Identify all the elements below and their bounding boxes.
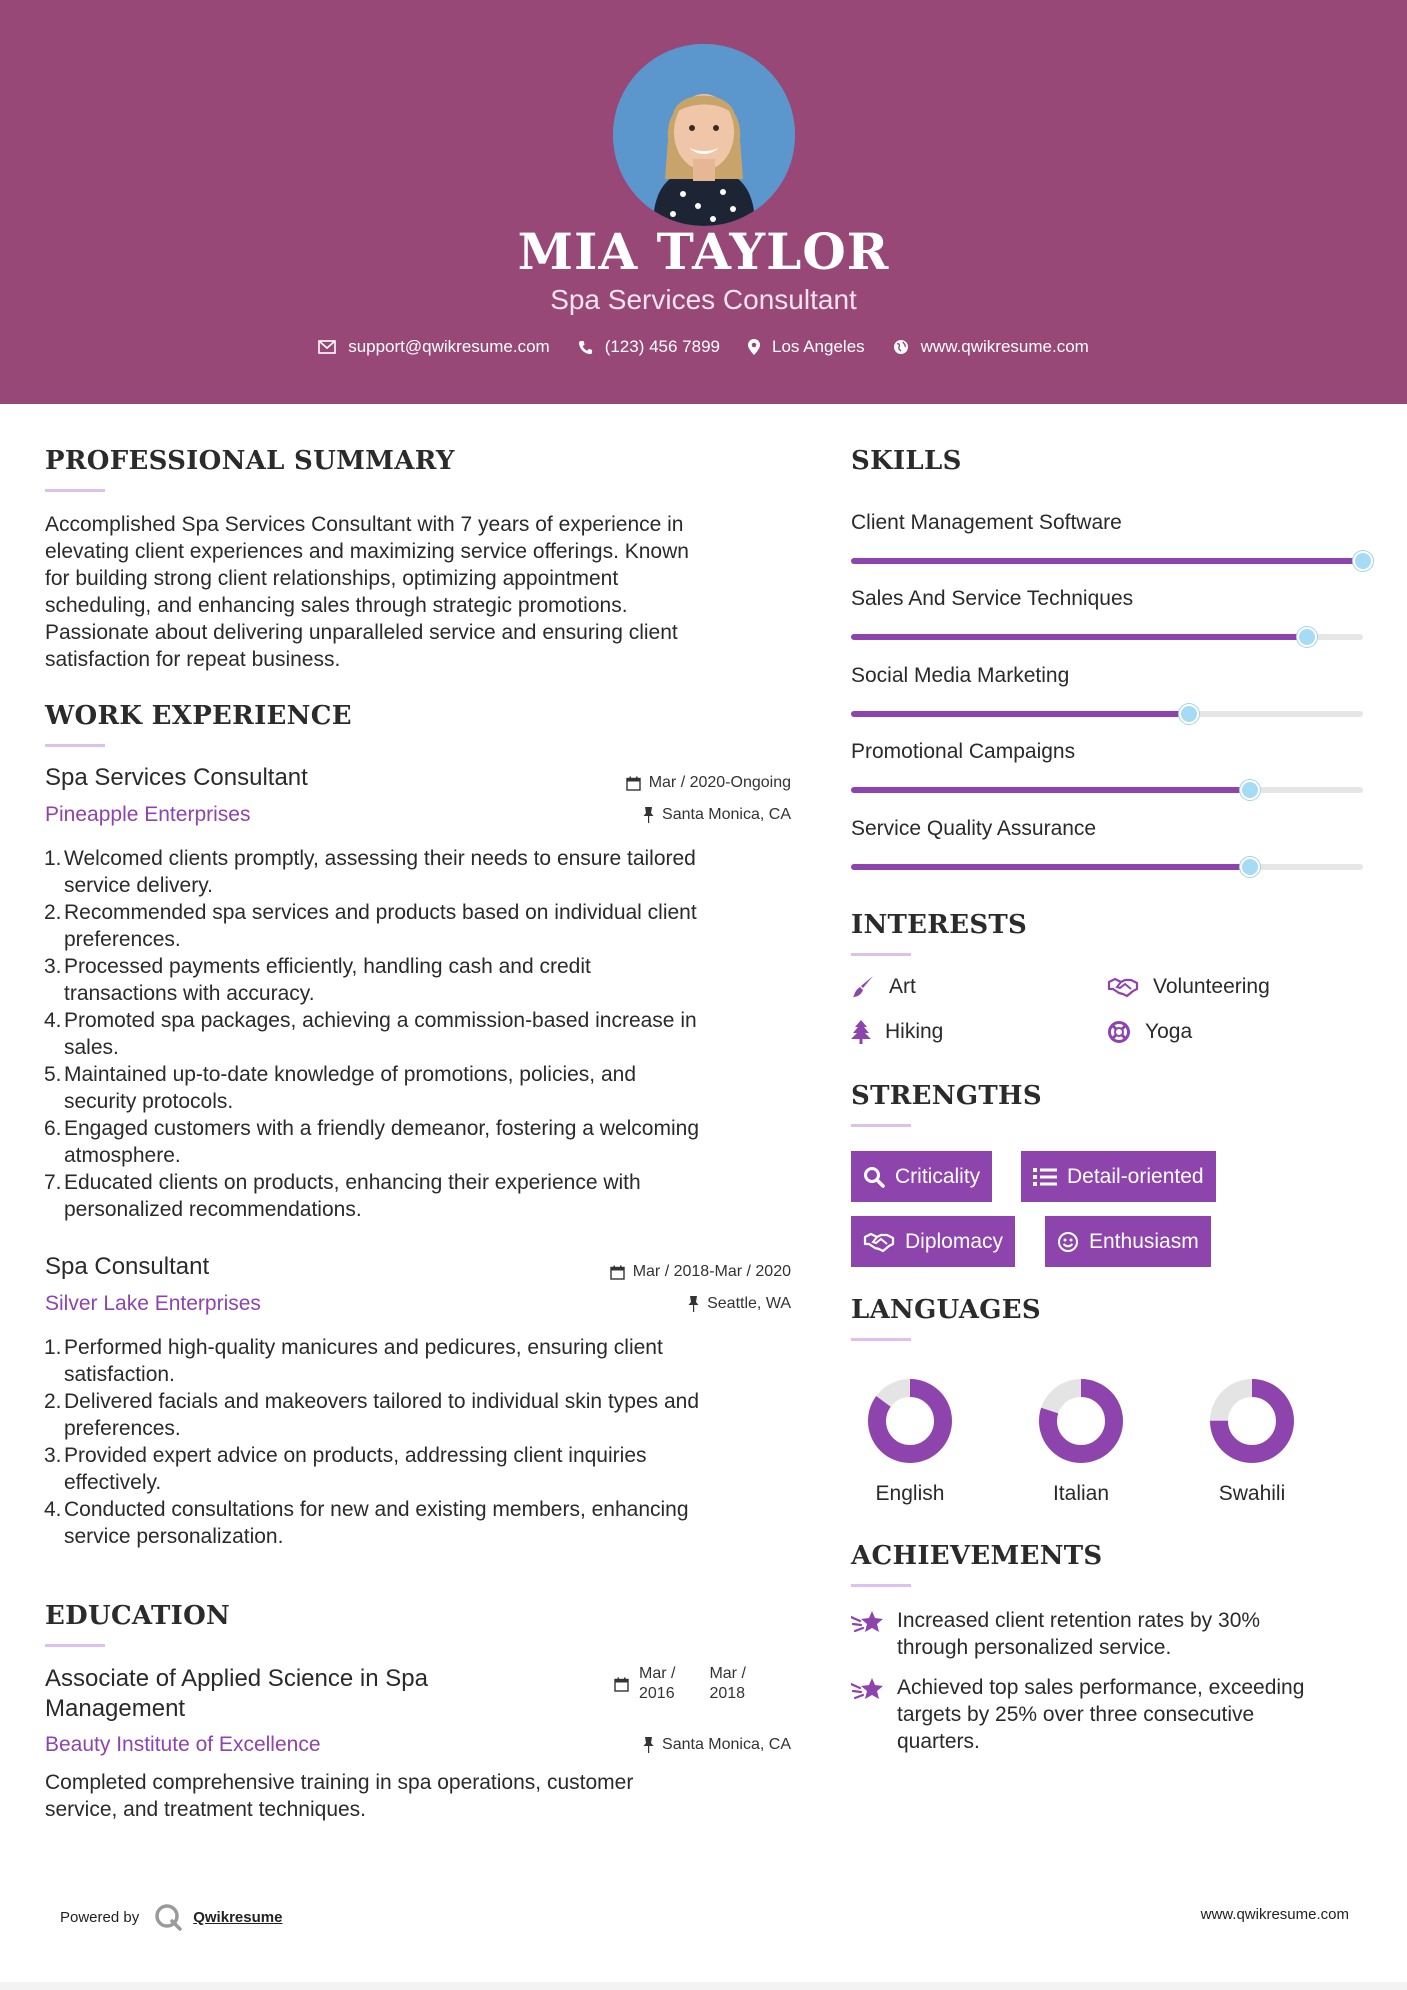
duty-line: service delivery. xyxy=(64,874,213,897)
start-year: 2016 xyxy=(639,1685,675,1702)
skill-bar-fill xyxy=(851,787,1250,793)
location-text: Los Angeles xyxy=(772,337,865,356)
skill-bar-track xyxy=(851,787,1363,793)
strength-label: Diplomacy xyxy=(905,1229,1004,1253)
school-name: Beauty Institute of Excellence xyxy=(45,1733,321,1756)
duty-item xyxy=(44,1496,794,1550)
job-location-text: Santa Monica, CA xyxy=(662,806,791,823)
summary-line: scheduling, and enhancing sales through strategic promotions. xyxy=(45,594,628,617)
skill-bar-knob xyxy=(1297,627,1317,647)
job-company: Pineapple Enterprises xyxy=(45,803,251,826)
candidate-name: MIA TAYLOR xyxy=(517,222,890,281)
candidate-title: Spa Services Consultant xyxy=(550,284,857,315)
language-ring xyxy=(1036,1376,1126,1466)
duty-line: atmosphere. xyxy=(64,1144,181,1167)
skill-name: Service Quality Assurance xyxy=(851,817,1097,840)
strengths-heading: STRENGTHS xyxy=(851,1081,1042,1111)
strength-tag-detail-oriented xyxy=(1021,1151,1216,1202)
job-dates-text: Mar / 2020-Ongoing xyxy=(648,774,791,791)
duty-number: 2. xyxy=(44,1390,62,1413)
achievements-underline xyxy=(851,1584,911,1587)
achievements-heading: ACHIEVEMENTS xyxy=(851,1541,1103,1571)
degree-line: Associate of Applied Science in Spa xyxy=(45,1665,428,1692)
pushpin-icon xyxy=(643,1737,654,1753)
shooting-star-icon xyxy=(851,1609,885,1635)
map-marker-icon xyxy=(748,339,760,355)
duty-number: 1. xyxy=(44,1336,62,1359)
contact-website[interactable] xyxy=(893,337,1089,357)
education-description xyxy=(45,1769,805,1823)
skill-bar-track xyxy=(851,634,1363,640)
handshake-icon xyxy=(1107,976,1139,998)
duty-line: Processed payments efficiently, handling cash and credit xyxy=(64,955,591,978)
end-month: Mar / xyxy=(709,1665,746,1682)
interest-art xyxy=(851,975,916,999)
duty-line: service personalization. xyxy=(64,1525,284,1548)
experience-heading: WORK EXPERIENCE xyxy=(45,701,352,731)
skill-name: Promotional Campaigns xyxy=(851,740,1076,763)
strength-tag-enthusiasm xyxy=(1045,1216,1211,1267)
duty-number: 4. xyxy=(44,1498,62,1521)
skill-item xyxy=(851,511,1361,539)
interest-label: Art xyxy=(889,975,916,998)
pushpin-icon xyxy=(643,807,654,823)
interest-yoga xyxy=(1107,1020,1192,1044)
achievement-line: through personalized service. xyxy=(897,1636,1172,1659)
duty-item xyxy=(44,1442,794,1496)
skill-name: Social Media Marketing xyxy=(851,664,1070,687)
job-company: Silver Lake Enterprises xyxy=(45,1292,261,1315)
job-title: Spa Consultant xyxy=(45,1253,210,1280)
language-ring xyxy=(865,1376,955,1466)
job-location xyxy=(688,1295,791,1313)
education-heading: EDUCATION xyxy=(45,1601,231,1631)
education-underline xyxy=(45,1644,105,1647)
skill-bar-fill xyxy=(851,864,1250,870)
duty-line: Welcomed clients promptly, assessing their needs to ensure tailored xyxy=(64,847,696,870)
contact-bar xyxy=(0,337,1407,357)
language-name: English xyxy=(875,1482,945,1505)
tree-icon xyxy=(851,1020,871,1044)
phone-icon xyxy=(578,340,593,355)
language-item xyxy=(835,1376,985,1506)
skill-item xyxy=(851,587,1361,615)
duty-item xyxy=(44,1169,794,1223)
interest-label: Yoga xyxy=(1145,1020,1193,1043)
strengths-underline xyxy=(851,1124,911,1127)
duty-line: Maintained up-to-date knowledge of promotions, policies, and xyxy=(64,1063,637,1086)
interest-volunteering xyxy=(1107,975,1270,999)
duty-line: satisfaction. xyxy=(64,1363,175,1386)
job-dates xyxy=(610,1263,791,1281)
job-location-text: Seattle, WA xyxy=(707,1295,791,1312)
skill-bar-knob xyxy=(1240,780,1260,800)
education-desc-line: Completed comprehensive training in spa operations, customer xyxy=(45,1771,634,1794)
contact-email[interactable] xyxy=(318,337,550,357)
language-item xyxy=(1006,1376,1156,1506)
duty-item xyxy=(44,1061,794,1115)
achievement-line: targets by 25% over three consecutive xyxy=(897,1703,1255,1726)
achievement-line: Achieved top sales performance, exceeding xyxy=(897,1676,1305,1699)
duty-line: Engaged customers with a friendly demeanor, fostering a welcoming xyxy=(64,1117,700,1140)
duty-number: 3. xyxy=(44,955,62,978)
job-location xyxy=(643,806,791,824)
duty-line: Delivered facials and makeovers tailored to individual skin types and xyxy=(64,1390,700,1413)
summary-heading: PROFESSIONAL SUMMARY xyxy=(45,446,455,476)
language-name: Swahili xyxy=(1218,1482,1286,1505)
language-ring xyxy=(1207,1376,1297,1466)
skill-bar-knob xyxy=(1240,857,1260,877)
calendar-icon xyxy=(610,1265,625,1280)
website-text: www.qwikresume.com xyxy=(920,337,1089,356)
duty-line: security protocols. xyxy=(64,1090,234,1113)
skill-bar-knob xyxy=(1353,551,1373,571)
brand-link[interactable]: Qwikresume xyxy=(193,1908,283,1926)
summary-line: satisfaction for repeat business. xyxy=(45,648,341,671)
skill-item xyxy=(851,664,1361,692)
duty-item xyxy=(44,1334,794,1388)
job-duties xyxy=(44,845,794,1223)
languages-heading: LANGUAGES xyxy=(851,1295,1041,1325)
duty-line: personalized recommendations. xyxy=(64,1198,362,1221)
job-duties xyxy=(44,1334,794,1550)
duty-number: 4. xyxy=(44,1009,62,1032)
duty-line: transactions with accuracy. xyxy=(64,982,315,1005)
interest-label: Volunteering xyxy=(1153,975,1270,998)
calendar-icon xyxy=(626,776,641,791)
duty-number: 5. xyxy=(44,1063,62,1086)
duty-line: Promoted spa packages, achieving a commission-based increase in xyxy=(64,1009,697,1032)
duty-line: Conducted consultations for new and existing members, enhancing xyxy=(64,1498,689,1521)
smile-icon xyxy=(1057,1231,1079,1253)
skill-bar-track xyxy=(851,864,1363,870)
job-title: Spa Services Consultant xyxy=(45,764,308,791)
duty-line: preferences. xyxy=(64,928,181,951)
achievement-line: quarters. xyxy=(897,1730,980,1753)
strength-tag-criticality xyxy=(851,1151,992,1202)
duty-item xyxy=(44,1388,794,1442)
degree-line: Management xyxy=(45,1695,186,1722)
start-month: Mar / xyxy=(639,1665,676,1682)
strength-label: Enthusiasm xyxy=(1089,1229,1199,1253)
summary-line: elevating client experiences and maximizing service offerings. Known xyxy=(45,540,689,563)
skill-name: Sales And Service Techniques xyxy=(851,587,1134,610)
education-dates xyxy=(614,1664,746,1704)
strength-label: Detail-oriented xyxy=(1067,1164,1204,1188)
profile-photo xyxy=(613,44,795,226)
degree-title xyxy=(45,1664,428,1724)
education-location xyxy=(643,1736,791,1754)
summary-line: for building strong client relationships, optimizing appointment xyxy=(45,567,619,590)
shooting-star-icon xyxy=(851,1676,885,1702)
interests-underline xyxy=(851,953,911,956)
resume-header xyxy=(0,0,1407,404)
achievement-line: Increased client retention rates by 30% xyxy=(897,1609,1261,1632)
duty-number: 3. xyxy=(44,1444,62,1467)
list-icon xyxy=(1033,1167,1057,1187)
skill-bar-track xyxy=(851,558,1363,564)
handshake-icon xyxy=(863,1231,895,1253)
duty-item xyxy=(44,845,794,899)
achievement-item xyxy=(851,1674,1371,1755)
skill-bar-knob xyxy=(1179,704,1199,724)
contact-location xyxy=(748,337,865,357)
duty-line: sales. xyxy=(64,1036,119,1059)
achievement-item xyxy=(851,1607,1371,1661)
email-text: support@qwikresume.com xyxy=(348,337,550,356)
summary-line: Passionate about delivering unparalleled service and ensuring client xyxy=(45,621,678,644)
interest-hiking xyxy=(851,1020,943,1044)
duty-line: effectively. xyxy=(64,1471,162,1494)
duty-item xyxy=(44,953,794,1007)
experience-underline xyxy=(45,744,105,747)
languages-underline xyxy=(851,1338,911,1341)
skill-bar-fill xyxy=(851,711,1189,717)
skill-name: Client Management Software xyxy=(851,511,1122,534)
page-bottom-edge xyxy=(0,1982,1407,1990)
duty-item xyxy=(44,1007,794,1061)
end-year: 2018 xyxy=(709,1685,746,1702)
summary-underline xyxy=(45,489,105,492)
strength-label: Criticality xyxy=(895,1164,981,1188)
envelope-icon xyxy=(318,340,336,354)
skill-item xyxy=(851,817,1361,845)
strength-tag-diplomacy xyxy=(851,1216,1015,1267)
phone-text: (123) 456 7899 xyxy=(604,337,721,356)
pushpin-icon xyxy=(688,1296,699,1312)
skills-heading: SKILLS xyxy=(851,446,962,476)
skill-bar-track xyxy=(851,711,1363,717)
duty-line: Performed high-quality manicures and pedicures, ensuring client xyxy=(64,1336,663,1359)
duty-item xyxy=(44,899,794,953)
duty-line: Provided expert advice on products, addressing client inquiries xyxy=(64,1444,647,1467)
summary-text xyxy=(45,511,805,673)
duty-number: 1. xyxy=(44,847,62,870)
job-dates-text: Mar / 2018-Mar / 2020 xyxy=(632,1263,791,1280)
globe-icon xyxy=(893,339,909,355)
duty-number: 7. xyxy=(44,1171,62,1194)
paintbrush-icon xyxy=(851,975,875,999)
language-item xyxy=(1177,1376,1327,1506)
contact-phone[interactable] xyxy=(578,337,720,357)
skill-item xyxy=(851,740,1361,768)
powered-by-text: Powered by xyxy=(60,1908,140,1926)
skill-bar-fill xyxy=(851,634,1307,640)
duty-line: preferences. xyxy=(64,1417,181,1440)
duty-line: Educated clients on products, enhancing their experience with xyxy=(64,1171,641,1194)
footer-powered-by xyxy=(60,1902,282,1932)
interests-heading: INTERESTS xyxy=(851,910,1028,940)
education-location-text: Santa Monica, CA xyxy=(662,1736,791,1753)
interest-label: Hiking xyxy=(885,1020,944,1043)
duty-item xyxy=(44,1115,794,1169)
qwikresume-logo-icon xyxy=(153,1902,183,1932)
job-dates xyxy=(626,774,791,792)
language-name: Italian xyxy=(1052,1482,1110,1505)
duty-number: 2. xyxy=(44,901,62,924)
duty-number: 6. xyxy=(44,1117,62,1140)
duty-line: Recommended spa services and products based on individual client xyxy=(64,901,697,924)
search-icon xyxy=(863,1166,885,1188)
education-desc-line: service, and treatment techniques. xyxy=(45,1798,367,1821)
summary-line: Accomplished Spa Services Consultant with 7 years of experience in xyxy=(45,513,684,536)
footer-website[interactable]: www.qwikresume.com xyxy=(1200,1906,1349,1923)
calendar-icon xyxy=(614,1677,629,1692)
skill-bar-fill xyxy=(851,558,1363,564)
life-ring-icon xyxy=(1107,1020,1131,1044)
